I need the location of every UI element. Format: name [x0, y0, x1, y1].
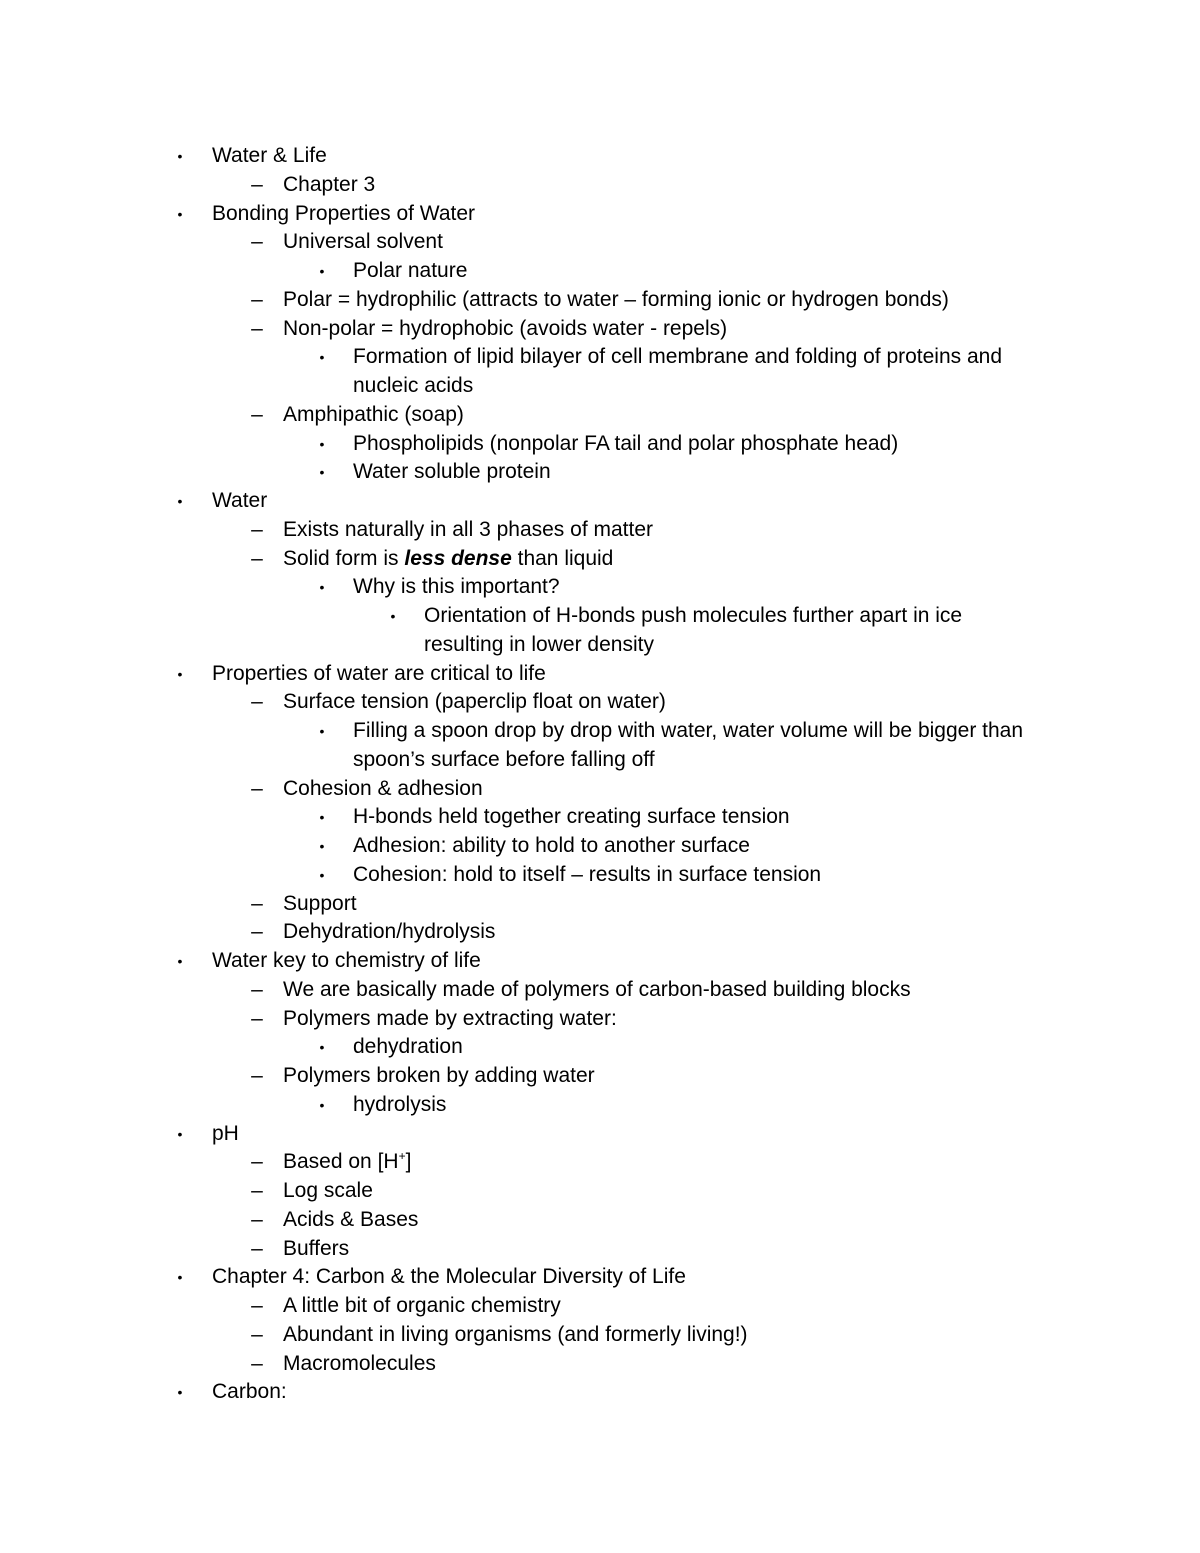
outline-text: Cohesion & adhesion	[283, 776, 483, 800]
outline-text: Non-polar = hydrophobic (avoids water - repels)	[283, 316, 728, 340]
outline-text	[283, 545, 613, 573]
dash-bullet: –	[251, 1294, 263, 1317]
outline-text: Dehydration/hydrolysis	[283, 920, 496, 944]
outline-text: We are basically made of polymers of carbon-based building blocks	[283, 977, 911, 1001]
outline-text: Acids & Bases	[283, 1207, 419, 1231]
dash-bullet: –	[251, 517, 263, 541]
dot-bullet: •	[390, 608, 396, 624]
dot-bullet: •	[319, 866, 325, 883]
dash-bullet: –	[251, 1150, 263, 1174]
dash-bullet: –	[251, 402, 263, 426]
outline-text: Polymers broken by adding water	[283, 1064, 595, 1087]
dash-bullet: –	[251, 690, 263, 714]
outline-text: Surface tension (paperclip float on water)	[283, 690, 666, 714]
dash-bullet: –	[251, 1322, 263, 1346]
outline-text: Bonding Properties of Water	[212, 201, 476, 225]
outline-text: Formation of lipid bilayer of cell membrane and folding of proteins and	[353, 345, 1003, 369]
emphasis-text: less dense	[404, 546, 512, 570]
outline-text: Phospholipids (nonpolar FA tail and polar phosphate head)	[353, 431, 899, 455]
outline-text: Exists naturally in all 3 phases of matter	[283, 517, 654, 541]
dash-bullet: –	[251, 776, 263, 800]
outline-text: Orientation of H-bonds push molecules further apart in ice	[424, 604, 963, 627]
dot-bullet: •	[177, 493, 183, 509]
outline-text: hydrolysis	[353, 1092, 447, 1116]
outline-text: Amphipathic (soap)	[283, 402, 464, 426]
dot-bullet: •	[319, 349, 325, 366]
dash-bullet: –	[251, 977, 263, 1001]
outline-text: pH	[212, 1121, 239, 1145]
outline-text: spoon’s surface before falling off	[353, 747, 655, 771]
text-segment: Based on [H	[283, 1150, 399, 1174]
text-segment: ]	[405, 1150, 412, 1174]
dash-bullet: –	[251, 1064, 263, 1087]
dot-bullet: •	[177, 205, 183, 222]
dot-bullet: •	[177, 1269, 183, 1286]
outline-text: dehydration	[353, 1035, 463, 1059]
dot-bullet: •	[319, 1039, 325, 1056]
dot-bullet: •	[177, 1125, 183, 1142]
outline-text: Log scale	[283, 1179, 373, 1202]
dot-bullet: •	[319, 838, 325, 854]
outline-text: Cohesion: hold to itself – results in surface tension	[353, 862, 822, 886]
outline-text: A little bit of organic chemistry	[283, 1294, 561, 1317]
dot-bullet: •	[319, 464, 325, 481]
dash-bullet: –	[251, 1351, 263, 1375]
dash-bullet: –	[251, 1006, 263, 1030]
outline-text	[283, 1148, 411, 1176]
outline-text: Universal solvent	[283, 230, 443, 254]
dash-bullet: –	[251, 230, 263, 254]
dot-bullet: •	[177, 665, 183, 682]
dash-bullet: –	[251, 891, 263, 915]
outline-text: Water	[212, 489, 268, 512]
outline-text: Water key to chemistry of life	[212, 949, 481, 972]
dash-bullet: –	[251, 1179, 263, 1202]
outline-text: Carbon:	[212, 1380, 287, 1404]
outline-text: Buffers	[283, 1236, 350, 1260]
outline-text: H-bonds held together creating surface tension	[353, 805, 790, 829]
dash-bullet: –	[251, 920, 263, 944]
outline-text: Polar nature	[353, 259, 468, 282]
outline-text: Why is this important?	[353, 575, 560, 599]
dash-bullet: –	[251, 546, 263, 570]
text-segment: Solid form is	[283, 546, 405, 570]
text-segment: than liquid	[511, 546, 614, 570]
dot-bullet: •	[319, 435, 325, 452]
dot-bullet: •	[177, 148, 183, 164]
outline-text: Chapter 3	[283, 172, 376, 196]
dot-bullet: •	[319, 579, 325, 596]
dot-bullet: •	[177, 1384, 183, 1401]
outline-text: Filling a spoon drop by drop with water, water volume will be bigger than	[353, 719, 1024, 742]
outline-text: Chapter 4: Carbon & the Molecular Diversity of Life	[212, 1265, 686, 1289]
dot-bullet: •	[319, 809, 325, 826]
dot-bullet: •	[177, 953, 183, 969]
outline-text: Adhesion: ability to hold to another surface	[353, 834, 750, 857]
outline-text: resulting in lower density	[424, 632, 654, 656]
outline-text: Properties of water are critical to life	[212, 661, 546, 685]
dash-bullet: –	[251, 316, 263, 340]
outline-text: Water & Life	[212, 144, 327, 167]
dash-bullet: –	[251, 1207, 263, 1231]
dash-bullet: –	[251, 172, 263, 196]
outline-text: Macromolecules	[283, 1351, 436, 1375]
dash-bullet: –	[251, 1236, 263, 1260]
dot-bullet: •	[319, 1096, 325, 1113]
dot-bullet: •	[319, 263, 325, 279]
outline-text: Polymers made by extracting water:	[283, 1006, 617, 1030]
dot-bullet: •	[319, 723, 325, 739]
dash-bullet: –	[251, 287, 263, 311]
outline-text: Support	[283, 891, 357, 915]
superscript-charge: +	[398, 1149, 406, 1164]
outline-text: nucleic acids	[353, 374, 474, 397]
outline-text: Water soluble protein	[353, 460, 551, 484]
outline-text: Polar = hydrophilic (attracts to water – forming ionic or hydrogen bonds)	[283, 287, 949, 311]
outline-text: Abundant in living organisms (and formerly living!)	[283, 1322, 748, 1346]
